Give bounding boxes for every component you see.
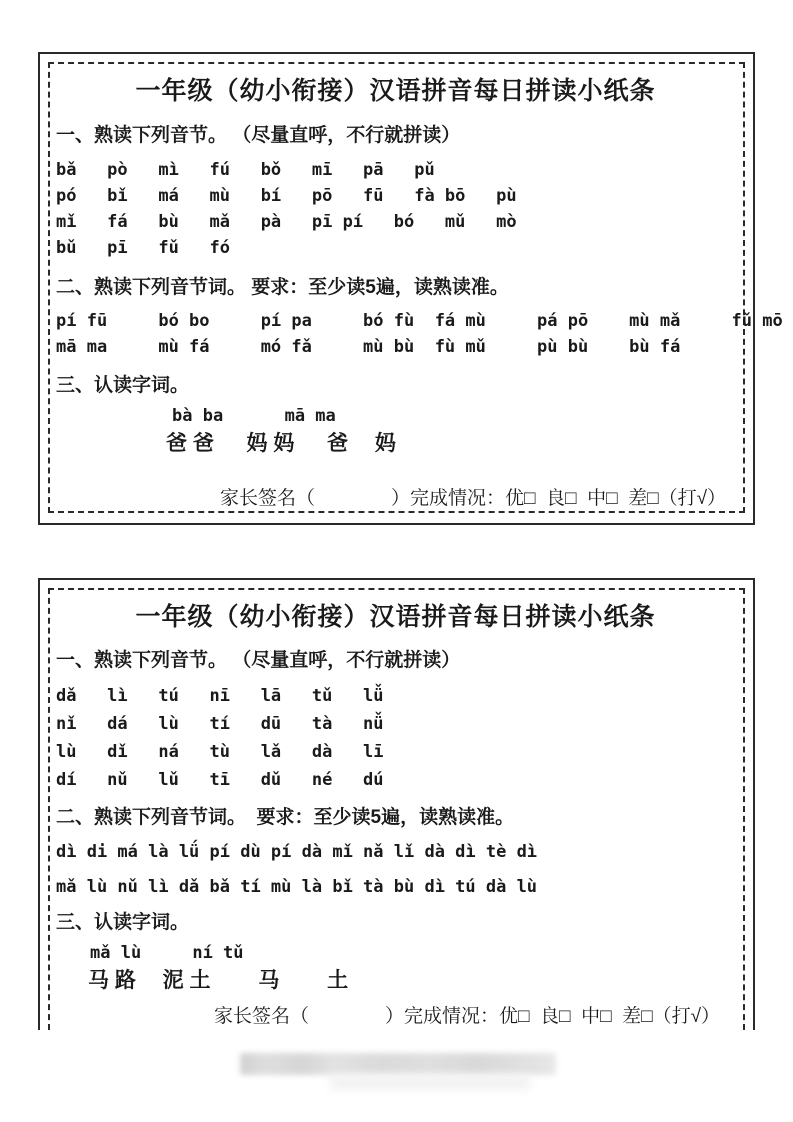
card-1-section-1-heading: 一、熟读下列音节。 （尽量直呼，不行就拼读） [56,125,461,146]
pinyin-row: pí fū bó bo pí pa bó fù fá mù pá pō mù mǎ fǔ mō [56,311,783,331]
card-2-section-3-heading: 三、认读字词。 [56,912,190,933]
card-2-section-1-heading: 一、熟读下列音节。 （尽量直呼，不行就拼读） [56,650,461,671]
card-1-word-pinyin: bà ba mā ma [172,406,336,426]
pinyin-row: pó bǐ má mù bí pō fū fà bō pù [56,186,517,206]
pinyin-row: dǎ lì tú nī lā tǔ lǚ [56,686,384,706]
card-2-title: 一年级（幼小衔接）汉语拼音每日拼读小纸条 [135,603,656,631]
pinyin-row: dí nǔ lǔ tī dǔ né dú [56,770,384,790]
card-1-dashed-frame [48,62,783,513]
pinyin-row: dì di má là lǘ pí dù pí dà mǐ nǎ lǐ dà dì tè dì [56,842,538,862]
card-2-section-2-heading: 二、熟读下列音节词。 要求：至少读5遍，读熟读准。 [56,807,515,828]
pinyin-row: bǔ pī fǔ fó [56,238,230,258]
card-1-word-hanzi: 爸 爸 妈 妈 爸 妈 [166,432,396,455]
pinyin-row: mǐ fá bù mǎ pà pī pí bó mǔ mò [56,212,517,232]
pinyin-row: mā ma mù fá mó fǎ mù bù fù mǔ pù bù bù fá [56,337,681,357]
worksheet-card-1 [38,52,783,525]
card-1-section-3-heading: 三、认读字词。 [56,375,190,396]
worksheet-card-2 [38,578,755,1030]
card-2-dashed-frame [48,588,745,1030]
blurred-watermark [240,1053,556,1075]
card-2-word-hanzi: 马 路 泥 土 马 土 [88,969,349,992]
pinyin-row: nǐ dá lù tí dū tà nǚ [56,714,384,734]
card-1-signature-line: 家长签名（ ）完成情况：优□ 良□ 中□ 差□（打√） [220,488,727,509]
card-1-section-2-words [56,308,783,360]
card-1-section-1-syllables [56,157,735,261]
pinyin-row: lù dǐ ná tù lǎ dà lī [56,742,384,762]
card-1-title: 一年级（幼小衔接）汉语拼音每日拼读小纸条 [135,77,656,105]
card-2-section-2-words [56,835,735,905]
card-2-word-pinyin: mǎ lù ní tǔ [90,943,244,963]
blurred-watermark-shadow [330,1075,530,1089]
card-1-section-2-heading: 二、熟读下列音节词。 要求：至少读5遍，读熟读准。 [56,277,509,298]
card-2-section-1-syllables [56,682,735,794]
pinyin-row: bǎ pò mì fú bǒ mī pā pǔ [56,160,435,180]
card-2-signature-line: 家长签名（ ）完成情况：优□ 良□ 中□ 差□（打√） [214,1006,721,1027]
pinyin-row: mǎ lù nǔ lì dǎ bǎ tí mù là bǐ tà bù dì tú dà lù [56,877,538,897]
